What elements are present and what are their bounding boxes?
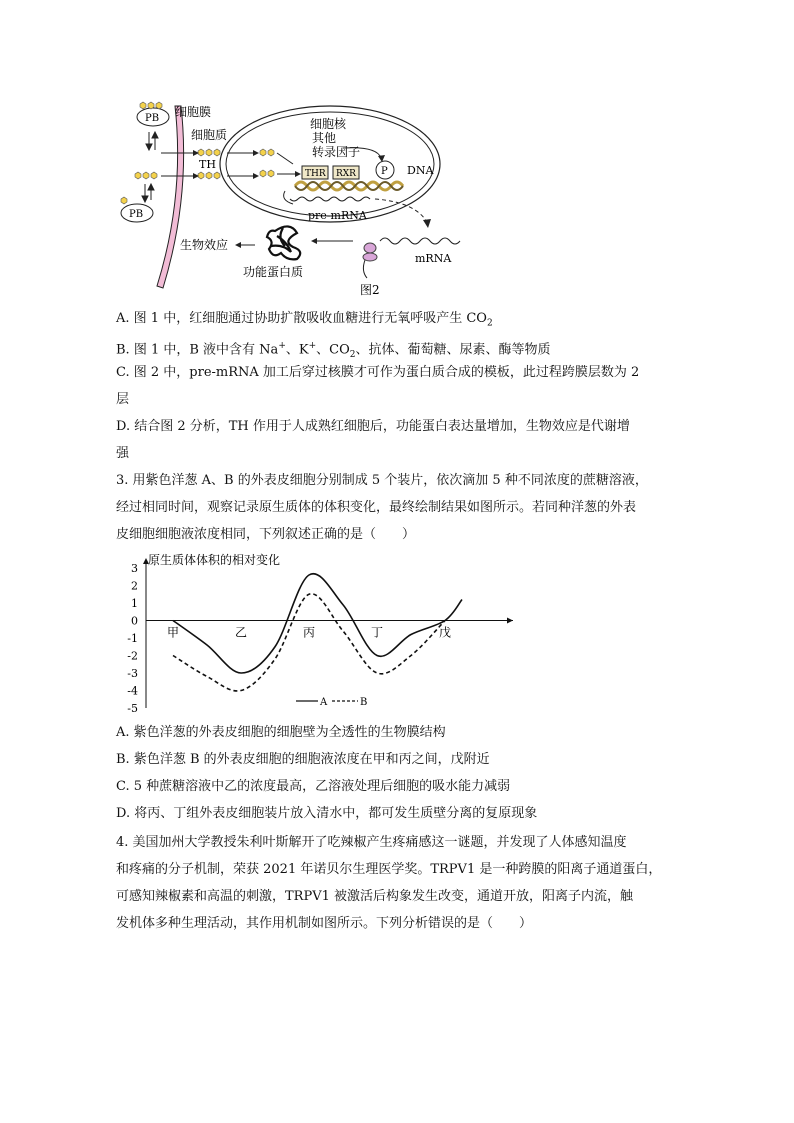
q3-option-b: B. 紫色洋葱 B 的外表皮细胞的细胞液浓度在甲和丙之间，戊附近 xyxy=(116,752,490,767)
chart-legend xyxy=(296,697,367,708)
q3-chart xyxy=(118,548,538,718)
dna-label: DNA xyxy=(407,164,434,177)
exchange-arrows-icon xyxy=(146,132,158,150)
mrna-strand xyxy=(380,238,460,244)
y-tick-label: -1 xyxy=(127,632,138,645)
q4-stem-line4: 发机体多种生理活动，其作用机制如图所示。下列分析错误的是（ ） xyxy=(116,916,533,931)
q2-option-a: A. 图 1 中，红细胞通过协助扩散吸收血糖进行无氧呼吸产生 $CO_2$ xyxy=(116,311,493,329)
y-tick-label: -4 xyxy=(127,684,138,698)
other-tf-label-1: 其他 xyxy=(312,131,337,145)
x-category-label: 丙 xyxy=(302,625,316,640)
rxr-label: RXR xyxy=(336,169,356,179)
x-category-label: 乙 xyxy=(234,625,248,640)
q2-option-d-line2: 强 xyxy=(116,446,130,461)
q3-stem-line3: 皮细胞细胞液浓度相同，下列叙述正确的是（ ） xyxy=(116,527,416,542)
figure-2 xyxy=(115,96,515,301)
y-tick-label: 1 xyxy=(131,597,138,610)
chart-categories xyxy=(167,625,451,640)
y-tick-label: 3 xyxy=(131,562,138,575)
legend-label-B: B xyxy=(360,697,368,708)
q2-option-c-line1: C. 图 2 中，pre-mRNA 加工后穿过核膜才可作为蛋白质合成的模板，此过程跨膜层数为 2 xyxy=(116,365,640,380)
series-line-B xyxy=(173,594,445,691)
q3-stem-line1: 3. 用紫色洋葱 A、B 的外表皮细胞分别制成 5 个装片，依次滴加 5 种不同浓度的蔗糖溶液， xyxy=(116,473,648,488)
membrane-label: 细胞膜 xyxy=(175,105,212,119)
y-tick-label: 2 xyxy=(131,579,138,593)
pre-mrna-label: pre-mRNA xyxy=(308,209,367,222)
func-protein-label: 功能蛋白质 xyxy=(243,265,304,279)
th-label: TH xyxy=(199,158,216,171)
q3-option-d: D. 将丙、丁组外表皮细胞装片放入清水中，都可发生质壁分离的复原现象 xyxy=(116,806,538,821)
y-tick-label: -5 xyxy=(127,702,138,715)
q4-stem-line2: 和疼痛的分子机制，荣获 2021 年诺贝尔生理医学奖。TRPV1 是一种跨膜的阳离子通道蛋白， xyxy=(116,862,662,877)
bio-effect-label: 生物效应 xyxy=(180,238,229,252)
q2-option-c-line2: 层 xyxy=(116,392,130,407)
functional-protein-icon xyxy=(267,226,300,259)
chart-axes xyxy=(143,558,513,708)
q2-option-d-line1: D. 结合图 2 分析，TH 作用于人成熟红细胞后，功能蛋白表达量增加，生物效应是代谢增 xyxy=(116,419,630,434)
pb-bottom-label: PB xyxy=(129,209,144,220)
chart-title: 原生质体体积的相对变化 xyxy=(148,553,281,567)
mrna-label: mRNA xyxy=(415,252,452,265)
y-tick-label: 0 xyxy=(131,614,138,628)
q3-option-c: C. 5 种蔗糖溶液中乙的浓度最高，乙溶液处理后细胞的吸水能力减弱 xyxy=(116,779,511,794)
x-axis-arrow xyxy=(507,618,513,624)
pb-top-label: PB xyxy=(145,113,160,124)
q3-option-a: A. 紫色洋葱的外表皮细胞的细胞壁为全透性的生物膜结构 xyxy=(116,725,446,740)
series-line-A xyxy=(173,574,462,673)
hormone-cluster-icon xyxy=(140,102,162,109)
chart-y-ticks xyxy=(127,562,138,715)
ribosome-icon xyxy=(364,243,376,253)
q2-option-b: B. 图 1 中，B 液中含有 Na+、K+、$CO_2$、抗体、葡萄糖、尿素、酶等物质 xyxy=(116,341,551,360)
y-tick-label: -3 xyxy=(127,667,138,680)
x-category-label: 丁 xyxy=(370,625,384,640)
cytoplasm-label: 细胞质 xyxy=(191,128,228,142)
other-tf-label-2: 转录因子 xyxy=(312,145,361,159)
figure2-caption: 图2 xyxy=(360,283,380,297)
nucleus-label: 细胞核 xyxy=(310,117,347,131)
legend-label-A: A xyxy=(320,697,328,708)
x-category-label: 甲 xyxy=(166,625,180,640)
cell-membrane xyxy=(157,106,184,288)
q3-stem-line2: 经过相同时间，观察记录原生质体的体积变化，最终绘制结果如图所示。若同种洋葱的外表 xyxy=(116,500,637,515)
q4-stem-line3: 可感知辣椒素和高温的刺激，TRPV1 被激活后构象发生改变，通道开放，阳离子内流，触 xyxy=(116,889,633,904)
x-category-label: 戊 xyxy=(438,625,452,640)
q4-stem-line1: 4. 美国加州大学教授朱利叶斯解开了吃辣椒产生疼痛感这一谜题，并发现了人体感知温度 xyxy=(116,835,627,850)
thr-label: THR xyxy=(305,169,326,179)
p-label: P xyxy=(381,166,388,177)
y-tick-label: -2 xyxy=(127,649,138,663)
chart-lines xyxy=(173,574,462,691)
